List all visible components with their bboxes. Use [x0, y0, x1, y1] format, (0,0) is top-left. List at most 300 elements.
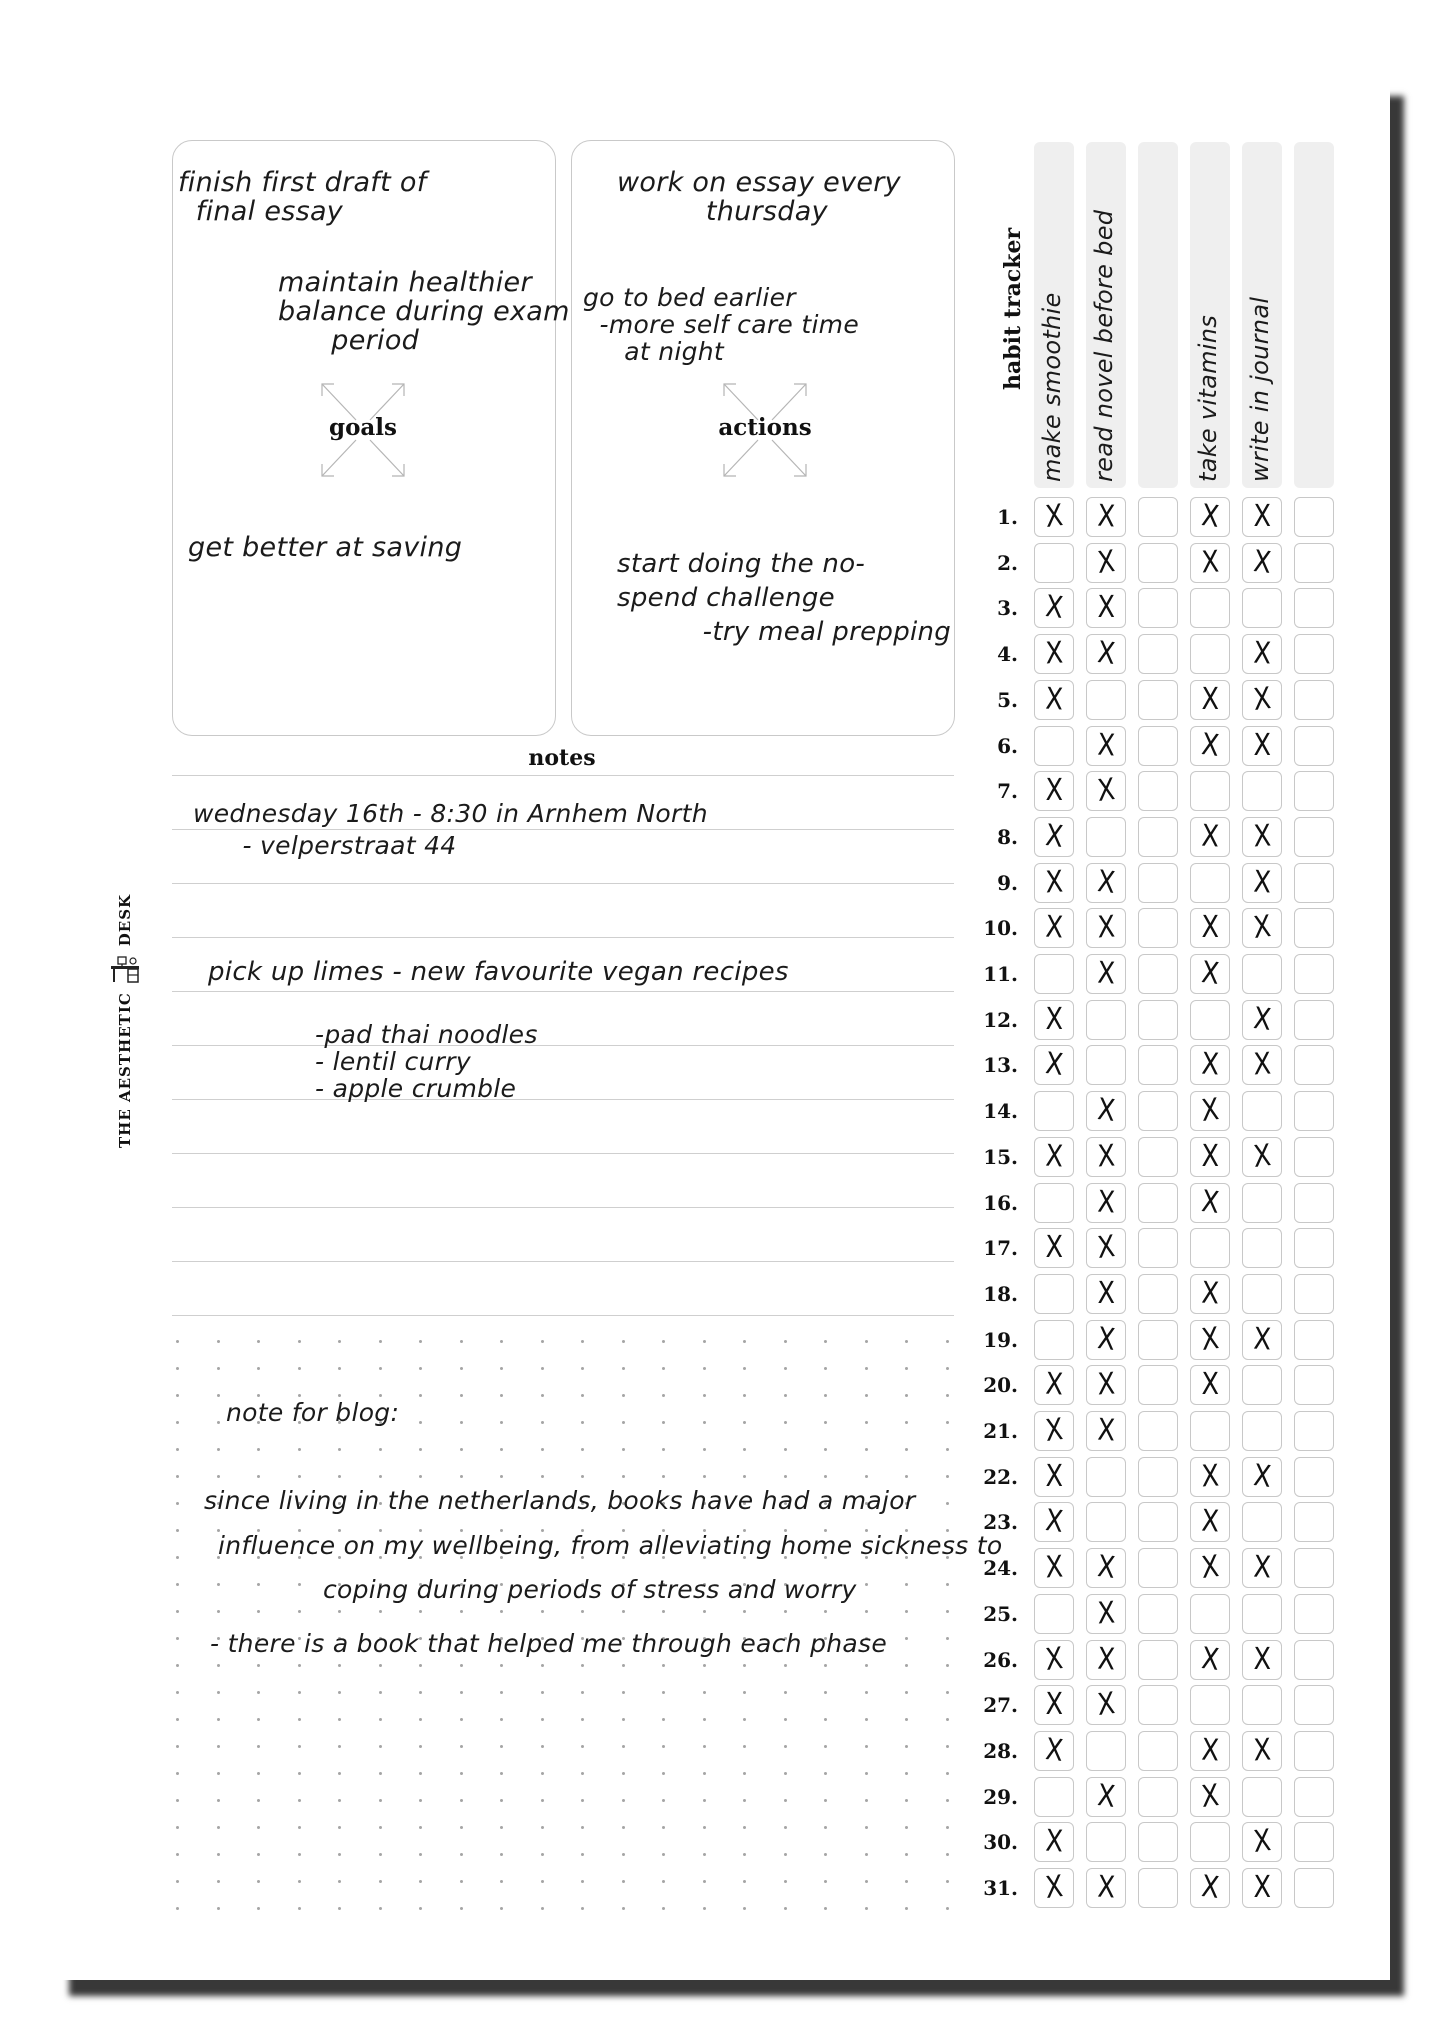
grid-dot: [743, 1610, 746, 1613]
grid-dot: [824, 1772, 827, 1775]
habit-checkbox[interactable]: [1190, 908, 1230, 948]
habit-checkbox[interactable]: [1034, 726, 1074, 766]
habit-checkbox[interactable]: [1242, 588, 1282, 628]
habit-checkbox[interactable]: [1086, 1000, 1126, 1040]
check-mark: X: [1045, 773, 1063, 809]
habit-checkbox[interactable]: [1242, 1457, 1282, 1497]
habit-checkbox[interactable]: [1190, 634, 1230, 674]
grid-dot: [784, 1880, 787, 1883]
habit-checkbox[interactable]: [1294, 771, 1334, 811]
grid-dot: [379, 1853, 382, 1856]
habit-checkbox[interactable]: [1138, 908, 1178, 948]
habit-checkbox[interactable]: [1086, 1183, 1126, 1223]
habit-checkbox[interactable]: [1242, 817, 1282, 857]
habit-checkbox[interactable]: [1138, 588, 1178, 628]
habit-checkbox[interactable]: [1086, 1822, 1126, 1862]
grid-dot: [581, 1610, 584, 1613]
habit-checkbox[interactable]: [1034, 1274, 1074, 1314]
grid-dot: [622, 1772, 625, 1775]
habit-checkbox[interactable]: [1034, 634, 1074, 674]
habit-checkbox[interactable]: [1086, 543, 1126, 583]
habit-checkbox[interactable]: [1242, 1502, 1282, 1542]
check-mark: X: [1096, 1138, 1116, 1175]
grid-dot: [500, 1880, 503, 1883]
habit-checkbox[interactable]: [1138, 680, 1178, 720]
habit-checkbox[interactable]: [1138, 1091, 1178, 1131]
grid-dot: [338, 1475, 341, 1478]
habit-checkbox[interactable]: [1294, 1457, 1334, 1497]
habit-checkbox[interactable]: [1190, 1548, 1230, 1588]
habit-checkbox[interactable]: [1190, 1640, 1230, 1680]
habit-checkbox[interactable]: [1190, 1594, 1230, 1634]
habit-checkbox[interactable]: [1034, 1365, 1074, 1405]
habit-checkbox[interactable]: [1086, 1502, 1126, 1542]
grid-dot: [743, 1691, 746, 1694]
habit-checkbox[interactable]: [1294, 1594, 1334, 1634]
grid-dot: [703, 1853, 706, 1856]
habit-checkbox[interactable]: [1294, 954, 1334, 994]
habit-checkbox[interactable]: [1086, 1777, 1126, 1817]
check-mark: X: [1199, 1183, 1221, 1221]
grid-dot: [500, 1367, 503, 1370]
check-mark: X: [1044, 1138, 1064, 1175]
habit-checkbox[interactable]: [1190, 1137, 1230, 1177]
habit-checkbox[interactable]: [1138, 1274, 1178, 1314]
habit-checkbox[interactable]: [1086, 771, 1126, 811]
habit-checkbox[interactable]: [1138, 1731, 1178, 1771]
check-mark: X: [1199, 955, 1221, 992]
grid-dot: [581, 1664, 584, 1667]
habit-checkbox[interactable]: [1294, 908, 1334, 948]
habit-checkbox[interactable]: [1138, 726, 1178, 766]
habit-checkbox[interactable]: [1294, 817, 1334, 857]
habit-checkbox[interactable]: [1190, 817, 1230, 857]
habit-checkbox[interactable]: [1138, 1137, 1178, 1177]
habit-checkbox[interactable]: [1242, 1868, 1282, 1908]
habit-checkbox[interactable]: [1034, 1502, 1074, 1542]
notes-line: [172, 1153, 954, 1154]
habit-checkbox[interactable]: [1034, 817, 1074, 857]
habit-checkbox[interactable]: [1086, 1731, 1126, 1771]
check-mark: X: [1043, 589, 1065, 627]
habit-checkbox[interactable]: [1294, 1183, 1334, 1223]
grid-dot: [419, 1475, 422, 1478]
habit-checkbox[interactable]: [1086, 680, 1126, 720]
habit-checkbox[interactable]: [1138, 1457, 1178, 1497]
habit-checkbox[interactable]: [1294, 1640, 1334, 1680]
habit-checkbox[interactable]: [1086, 954, 1126, 994]
habit-checkbox[interactable]: [1242, 543, 1282, 583]
habit-checkbox[interactable]: [1294, 1320, 1334, 1360]
habit-checkbox[interactable]: [1034, 1822, 1074, 1862]
habit-checkbox[interactable]: [1086, 1274, 1126, 1314]
habit-checkbox[interactable]: [1190, 680, 1230, 720]
grid-dot: [743, 1772, 746, 1775]
habit-checkbox[interactable]: [1242, 497, 1282, 537]
habit-checkbox[interactable]: [1086, 817, 1126, 857]
habit-checkbox[interactable]: [1086, 588, 1126, 628]
habit-checkbox[interactable]: [1242, 771, 1282, 811]
habit-checkbox[interactable]: [1294, 1548, 1334, 1588]
grid-dot: [743, 1664, 746, 1667]
habit-checkbox[interactable]: [1190, 863, 1230, 903]
habit-checkbox[interactable]: [1190, 1183, 1230, 1223]
habit-checkbox[interactable]: [1138, 1685, 1178, 1725]
grid-dot: [460, 1448, 463, 1451]
habit-checkbox[interactable]: [1138, 1640, 1178, 1680]
check-mark: X: [1044, 635, 1064, 672]
habit-checkbox[interactable]: [1138, 1411, 1178, 1451]
grid-dot: [865, 1448, 868, 1451]
check-mark: X: [1201, 910, 1219, 946]
grid-dot: [865, 1826, 868, 1829]
habit-column-header: [1086, 142, 1126, 488]
habit-checkbox[interactable]: [1190, 1502, 1230, 1542]
habit-checkbox[interactable]: [1138, 1868, 1178, 1908]
habit-checkbox[interactable]: [1190, 1045, 1230, 1085]
habit-checkbox[interactable]: [1190, 1274, 1230, 1314]
grid-dot: [460, 1475, 463, 1478]
habit-checkbox[interactable]: [1086, 1320, 1126, 1360]
habit-checkbox[interactable]: [1034, 1045, 1074, 1085]
grid-dot: [460, 1367, 463, 1370]
habit-checkbox[interactable]: [1138, 1548, 1178, 1588]
grid-dot: [257, 1394, 260, 1397]
habit-checkbox[interactable]: [1138, 634, 1178, 674]
habit-checkbox[interactable]: [1190, 954, 1230, 994]
habit-checkbox[interactable]: [1294, 1411, 1334, 1451]
habit-checkbox[interactable]: [1294, 680, 1334, 720]
habit-checkbox[interactable]: [1034, 1411, 1074, 1451]
grid-dot: [824, 1367, 827, 1370]
habit-checkbox[interactable]: [1086, 1228, 1126, 1268]
habit-checkbox[interactable]: [1294, 1274, 1334, 1314]
grid-dot: [176, 1826, 179, 1829]
habit-checkbox[interactable]: [1034, 908, 1074, 948]
habit-checkbox[interactable]: [1086, 1594, 1126, 1634]
check-mark: X: [1201, 1367, 1219, 1403]
check-mark: X: [1043, 498, 1065, 535]
habit-checkbox[interactable]: [1242, 1822, 1282, 1862]
habit-checkbox[interactable]: [1086, 1685, 1126, 1725]
habit-checkbox[interactable]: [1242, 1731, 1282, 1771]
habit-checkbox[interactable]: [1190, 1685, 1230, 1725]
habit-checkbox[interactable]: [1190, 497, 1230, 537]
habit-checkbox[interactable]: [1294, 1731, 1334, 1771]
grid-dot: [338, 1745, 341, 1748]
habit-checkbox[interactable]: [1086, 634, 1126, 674]
grid-dot: [865, 1718, 868, 1721]
habit-checkbox[interactable]: [1294, 726, 1334, 766]
grid-dot: [338, 1664, 341, 1667]
habit-checkbox[interactable]: [1034, 1548, 1074, 1588]
note-entry-3: pick up limes - new favourite vegan recipes: [208, 957, 789, 987]
habit-checkbox[interactable]: [1086, 1045, 1126, 1085]
habit-checkbox[interactable]: [1086, 1868, 1126, 1908]
grid-dot: [946, 1394, 949, 1397]
habit-checkbox[interactable]: [1034, 1183, 1074, 1223]
habit-checkbox[interactable]: [1190, 1091, 1230, 1131]
habit-checkbox[interactable]: [1242, 634, 1282, 674]
grid-dot: [784, 1475, 787, 1478]
habit-checkbox[interactable]: [1294, 543, 1334, 583]
habit-checkbox[interactable]: [1034, 680, 1074, 720]
grid-dot: [905, 1637, 908, 1640]
habit-checkbox[interactable]: [1242, 1594, 1282, 1634]
grid-dot: [176, 1340, 179, 1343]
habit-checkbox[interactable]: [1034, 1594, 1074, 1634]
grid-dot: [419, 1664, 422, 1667]
habit-checkbox[interactable]: [1034, 1868, 1074, 1908]
habit-checkbox[interactable]: [1294, 1137, 1334, 1177]
habit-checkbox[interactable]: [1138, 1045, 1178, 1085]
habit-checkbox[interactable]: [1086, 726, 1126, 766]
grid-dot: [217, 1826, 220, 1829]
grid-dot: [541, 1610, 544, 1613]
habit-checkbox[interactable]: [1242, 863, 1282, 903]
habit-checkbox[interactable]: [1034, 1777, 1074, 1817]
check-mark: X: [1043, 1503, 1065, 1541]
grid-dot: [338, 1691, 341, 1694]
grid-dot: [500, 1772, 503, 1775]
grid-dot: [217, 1475, 220, 1478]
notes-line: [172, 1207, 954, 1208]
check-mark: X: [1252, 1732, 1272, 1769]
habit-checkbox[interactable]: [1294, 863, 1334, 903]
habit-checkbox[interactable]: [1294, 1228, 1334, 1268]
grid-dot: [581, 1475, 584, 1478]
habit-checkbox[interactable]: [1294, 1868, 1334, 1908]
habit-checkbox[interactable]: [1190, 1365, 1230, 1405]
habit-checkbox[interactable]: [1034, 1320, 1074, 1360]
blog-line-1: since living in the netherlands, books have had a major: [204, 1486, 916, 1515]
grid-dot: [460, 1718, 463, 1721]
check-mark: X: [1095, 863, 1117, 901]
habit-checkbox[interactable]: [1294, 1365, 1334, 1405]
grid-dot: [581, 1745, 584, 1748]
habit-checkbox[interactable]: [1242, 1274, 1282, 1314]
grid-dot: [581, 1394, 584, 1397]
habit-checkbox[interactable]: [1138, 771, 1178, 811]
grid-dot: [662, 1664, 665, 1667]
day-number: 7.: [997, 779, 1018, 804]
habit-name: take vitamins: [1194, 314, 1222, 482]
habit-checkbox[interactable]: [1086, 1091, 1126, 1131]
habit-checkbox[interactable]: [1138, 543, 1178, 583]
habit-checkbox[interactable]: [1034, 1137, 1074, 1177]
habit-checkbox[interactable]: [1086, 908, 1126, 948]
day-number: 6.: [997, 733, 1018, 758]
habit-checkbox[interactable]: [1190, 726, 1230, 766]
habit-checkbox[interactable]: [1034, 1731, 1074, 1771]
habit-checkbox[interactable]: [1242, 1091, 1282, 1131]
habit-checkbox[interactable]: [1294, 634, 1334, 674]
habit-checkbox[interactable]: [1190, 771, 1230, 811]
check-mark: X: [1096, 1366, 1116, 1403]
habit-checkbox[interactable]: [1242, 1137, 1282, 1177]
check-mark: X: [1095, 635, 1117, 673]
habit-checkbox[interactable]: [1086, 1411, 1126, 1451]
grid-dot: [703, 1880, 706, 1883]
goal-text-3: get better at saving: [188, 532, 463, 563]
grid-dot: [703, 1907, 706, 1910]
habit-checkbox[interactable]: [1034, 1000, 1074, 1040]
habit-checkbox[interactable]: [1034, 1685, 1074, 1725]
grid-dot: [905, 1718, 908, 1721]
day-number: 24.: [983, 1556, 1018, 1581]
habit-checkbox[interactable]: [1294, 1685, 1334, 1725]
grid-dot: [703, 1448, 706, 1451]
goal-text-2: maintain healthier balance during exam period: [278, 267, 570, 357]
grid-dot: [622, 1691, 625, 1694]
check-mark: X: [1095, 1777, 1117, 1815]
habit-checkbox[interactable]: [1138, 863, 1178, 903]
habit-checkbox[interactable]: [1242, 1685, 1282, 1725]
check-mark: X: [1251, 1137, 1273, 1175]
habit-checkbox[interactable]: [1190, 1457, 1230, 1497]
grid-dot: [743, 1799, 746, 1802]
grid-dot: [824, 1475, 827, 1478]
habit-checkbox[interactable]: [1138, 1365, 1178, 1405]
habit-checkbox[interactable]: [1190, 1731, 1230, 1771]
grid-dot: [622, 1745, 625, 1748]
habit-checkbox[interactable]: [1294, 1822, 1334, 1862]
grid-dot: [298, 1907, 301, 1910]
grid-dot: [338, 1718, 341, 1721]
grid-dot: [176, 1475, 179, 1478]
habit-checkbox[interactable]: [1242, 726, 1282, 766]
habit-checkbox[interactable]: [1190, 1228, 1230, 1268]
habit-checkbox[interactable]: [1138, 1183, 1178, 1223]
habit-checkbox[interactable]: [1242, 1320, 1282, 1360]
habit-checkbox[interactable]: [1034, 543, 1074, 583]
grid-dot: [946, 1799, 949, 1802]
grid-dot: [581, 1367, 584, 1370]
check-mark: X: [1201, 681, 1219, 717]
grid-dot: [784, 1772, 787, 1775]
check-mark: X: [1045, 1230, 1063, 1266]
habit-checkbox[interactable]: [1190, 1868, 1230, 1908]
habit-checkbox[interactable]: [1138, 1228, 1178, 1268]
habit-checkbox[interactable]: [1242, 680, 1282, 720]
habit-checkbox[interactable]: [1294, 1502, 1334, 1542]
grid-dot: [662, 1799, 665, 1802]
habit-checkbox[interactable]: [1138, 1000, 1178, 1040]
grid-dot: [662, 1853, 665, 1856]
day-number: 12.: [983, 1007, 1018, 1032]
grid-dot: [946, 1718, 949, 1721]
habit-checkbox[interactable]: [1034, 771, 1074, 811]
notes-line: [172, 991, 954, 992]
habit-checkbox[interactable]: [1138, 1320, 1178, 1360]
grid-dot: [541, 1772, 544, 1775]
grid-dot: [946, 1502, 949, 1505]
grid-dot: [217, 1718, 220, 1721]
habit-checkbox[interactable]: [1034, 1228, 1074, 1268]
habit-checkbox[interactable]: [1242, 954, 1282, 994]
habit-checkbox[interactable]: [1242, 1045, 1282, 1085]
grid-dot: [946, 1421, 949, 1424]
habit-checkbox[interactable]: [1242, 908, 1282, 948]
habit-checkbox[interactable]: [1138, 817, 1178, 857]
grid-dot: [581, 1421, 584, 1424]
grid-dot: [419, 1448, 422, 1451]
habit-checkbox[interactable]: [1034, 497, 1074, 537]
habit-checkbox[interactable]: [1190, 1000, 1230, 1040]
habit-checkbox[interactable]: [1190, 1320, 1230, 1360]
habit-checkbox[interactable]: [1138, 1594, 1178, 1634]
habit-checkbox[interactable]: [1242, 1640, 1282, 1680]
grid-dot: [217, 1583, 220, 1586]
habit-checkbox[interactable]: [1034, 1457, 1074, 1497]
habit-checkbox[interactable]: [1138, 1777, 1178, 1817]
habit-checkbox[interactable]: [1242, 1411, 1282, 1451]
habit-checkbox[interactable]: [1034, 1640, 1074, 1680]
habit-checkbox[interactable]: [1190, 588, 1230, 628]
habit-checkbox[interactable]: [1086, 1640, 1126, 1680]
habit-checkbox[interactable]: [1242, 1365, 1282, 1405]
habit-checkbox[interactable]: [1086, 497, 1126, 537]
habit-checkbox[interactable]: [1086, 863, 1126, 903]
habit-checkbox[interactable]: [1190, 1822, 1230, 1862]
habit-checkbox[interactable]: [1294, 1045, 1334, 1085]
habit-checkbox[interactable]: [1294, 1091, 1334, 1131]
habit-checkbox[interactable]: [1086, 1548, 1126, 1588]
grid-dot: [500, 1853, 503, 1856]
check-mark: X: [1097, 1275, 1115, 1311]
habit-checkbox[interactable]: [1294, 1777, 1334, 1817]
grid-dot: [217, 1691, 220, 1694]
habit-checkbox[interactable]: [1190, 543, 1230, 583]
grid-dot: [703, 1799, 706, 1802]
habit-checkbox[interactable]: [1190, 1777, 1230, 1817]
habit-checkbox[interactable]: [1138, 954, 1178, 994]
habit-checkbox[interactable]: [1294, 497, 1334, 537]
habit-checkbox[interactable]: [1086, 1365, 1126, 1405]
habit-checkbox[interactable]: [1294, 588, 1334, 628]
grid-dot: [338, 1340, 341, 1343]
habit-checkbox[interactable]: [1242, 1777, 1282, 1817]
grid-dot: [662, 1448, 665, 1451]
habit-checkbox[interactable]: [1138, 1822, 1178, 1862]
habit-checkbox[interactable]: [1242, 1548, 1282, 1588]
habit-checkbox[interactable]: [1034, 863, 1074, 903]
habit-checkbox[interactable]: [1034, 1091, 1074, 1131]
habit-checkbox[interactable]: [1034, 588, 1074, 628]
habit-name: write in journal: [1246, 296, 1274, 482]
check-mark: X: [1043, 1412, 1065, 1449]
desk-icon: [108, 954, 142, 984]
habit-checkbox[interactable]: [1138, 497, 1178, 537]
grid-dot: [500, 1475, 503, 1478]
habit-checkbox[interactable]: [1242, 1000, 1282, 1040]
check-mark: X: [1251, 1823, 1273, 1861]
habit-checkbox[interactable]: [1242, 1183, 1282, 1223]
habit-checkbox[interactable]: [1190, 1411, 1230, 1451]
habit-name: read novel before bed: [1090, 209, 1118, 482]
habit-checkbox[interactable]: [1242, 1228, 1282, 1268]
habit-checkbox[interactable]: [1138, 1502, 1178, 1542]
grid-dot: [662, 1367, 665, 1370]
habit-checkbox[interactable]: [1086, 1137, 1126, 1177]
grid-dot: [865, 1880, 868, 1883]
habit-checkbox[interactable]: [1294, 1000, 1334, 1040]
habit-checkbox[interactable]: [1034, 954, 1074, 994]
grid-dot: [338, 1880, 341, 1883]
habit-checkbox[interactable]: [1086, 1457, 1126, 1497]
notes-line: [172, 1315, 954, 1316]
grid-dot: [824, 1907, 827, 1910]
